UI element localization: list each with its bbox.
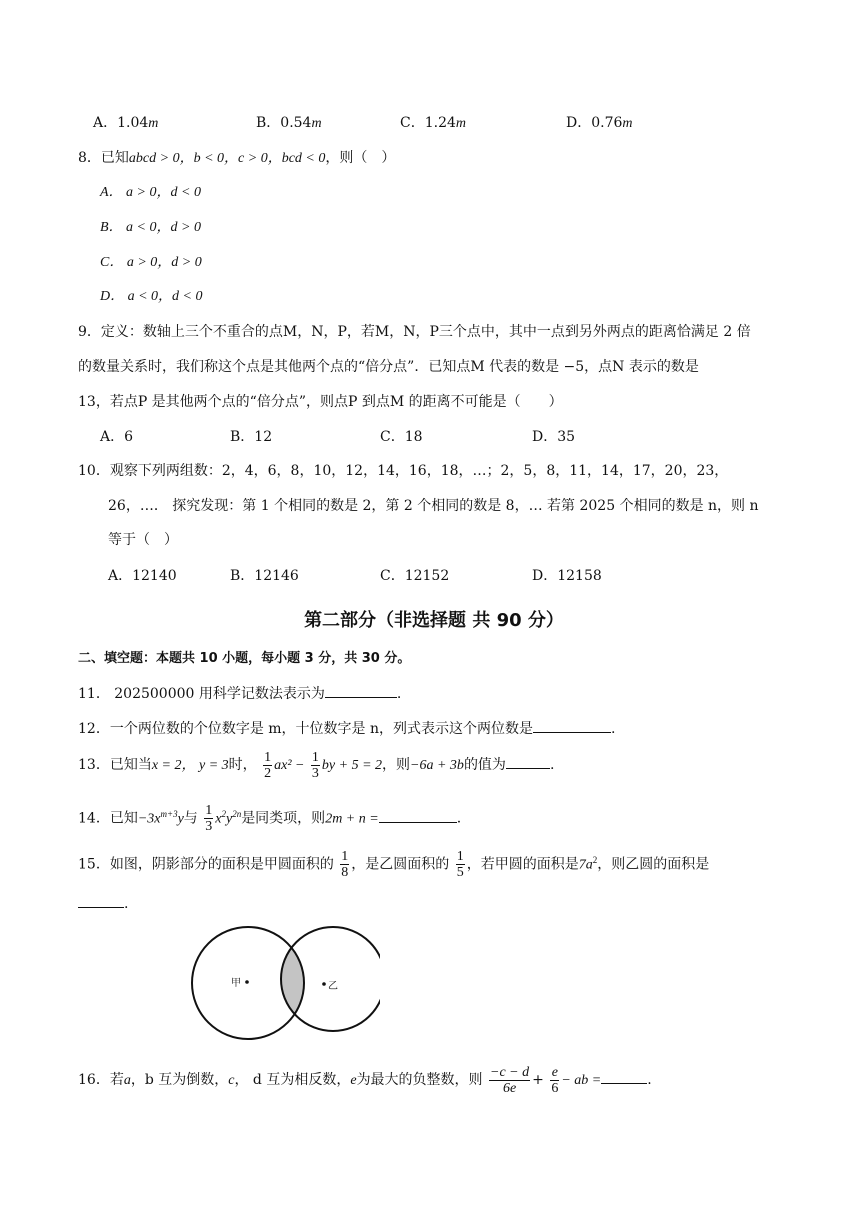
question-15: 15．如图，阴影部分的面积是甲圆面积的 $\frac{1}{8}$ ，是乙圆面积的 $\frac{1}{5}$ ，若甲圆的面积是$7a^2$，则乙圆的面积是 <box>78 849 710 881</box>
fraction: $\frac{1}{2}$ <box>264 749 272 781</box>
question-10-line3: 等于（ ） <box>108 532 178 548</box>
q7-option-c: C．1.24m <box>400 115 467 131</box>
label-yi: 乙 <box>328 981 338 992</box>
fraction: $\frac{-c - d}{6e}$ <box>490 1064 530 1096</box>
answer-blank[interactable] <box>78 893 124 908</box>
answer-blank[interactable] <box>533 718 611 733</box>
section-2-header: 二、填空题：本题共 10 小题，每小题 3 分，共 30 分。 <box>78 651 411 666</box>
center-dot-yi <box>322 982 326 986</box>
q8-option-a: A． a > 0，d < 0 <box>100 185 201 200</box>
q8-option-c: C． a > 0，d > 0 <box>100 255 202 270</box>
question-10-line1: 10．观察下列两组数：2，4，6，8，10，12，14，16，18，…；2，5，8，11，14，17，20，23， <box>78 463 729 479</box>
question-14: 14．已知$-3x^{m+3}y$与 $\frac{1}{3}$ $x^2y^{2n}$是同类项，则2m + n = . <box>78 803 462 835</box>
center-dot-jia <box>245 980 249 984</box>
question-11: 11． 202500000 用科学记数法表示为 . <box>78 683 401 703</box>
question-8: 8．已知abcd > 0，b < 0，c > 0，bcd < 0，则（ ） <box>78 150 396 166</box>
q10-option-a: A．12140 <box>108 568 177 584</box>
question-9-line3: 13，若点P 是其他两个点的“倍分点”，则点P 到点M 的距离不可能是（ ） <box>78 394 563 410</box>
question-9-line2: 的数量关系时，我们称这个点是其他两个点的“倍分点”．已知点M 代表的数是 −5，点N 表示的数是 <box>78 359 699 375</box>
q10-option-c: C．12152 <box>380 568 450 584</box>
question-15-blank: . <box>78 893 128 913</box>
question-9-line1: 9．定义：数轴上三个不重合的点M，N，P，若M，N，P三个点中，其中一点到另外两点的距离恰满足 2 倍 <box>78 324 751 340</box>
question-16: 16．若a，b 互为倒数，c， d 互为相反数，e为最大的负整数，则 $\frac{-c - d}{6e}$ + $\frac{e}{6}$ − ab = . <box>78 1064 652 1096</box>
fraction: $\frac{1}{8}$ <box>341 849 349 881</box>
answer-blank[interactable] <box>379 808 457 823</box>
q7-option-d: D．0.76m <box>566 115 633 131</box>
q10-option-b: B．12146 <box>230 568 299 584</box>
answer-blank[interactable] <box>325 683 397 698</box>
question-10-line2: 26，…． 探究发现：第 1 个相同的数是 2，第 2 个相同的数是 8，… 若第 2025 个相同的数是 n，则 n <box>108 498 759 514</box>
fraction: $\frac{e}{6}$ <box>551 1064 559 1096</box>
question-13: 13．已知当x = 2， y = 3时， $\frac{1}{2}$ ax² − $\frac{1}{3}$ by + 5 = 2，则−6a + 3b的值为 . <box>78 749 555 781</box>
fraction: $\frac{1}{5}$ <box>456 849 464 881</box>
q7-option-b: B．0.54m <box>256 115 322 131</box>
question-12: 12．一个两位数的个位数字是 m，十位数字是 n，列式表示这个两位数是 . <box>78 718 615 738</box>
q7-option-a: A．1.04m <box>93 115 159 131</box>
circles-diagram <box>180 920 380 1045</box>
section-2-title: 第二部分（非选择题 共 90 分） <box>304 610 564 631</box>
q9-option-a: A．6 <box>100 429 134 445</box>
q9-option-b: B．12 <box>230 429 273 445</box>
q9-option-d: D．35 <box>532 429 576 445</box>
fraction: $\frac{1}{3}$ <box>205 803 213 835</box>
q9-option-c: C．18 <box>380 429 423 445</box>
q8-option-d: D． a < 0，d < 0 <box>100 289 203 304</box>
q10-option-d: D．12158 <box>532 568 602 584</box>
answer-blank[interactable] <box>601 1069 647 1084</box>
q8-option-b: B． a < 0，d > 0 <box>100 220 201 235</box>
answer-blank[interactable] <box>506 754 550 769</box>
label-jia: 甲 <box>231 978 241 989</box>
fraction: $\frac{1}{3}$ <box>311 749 319 781</box>
